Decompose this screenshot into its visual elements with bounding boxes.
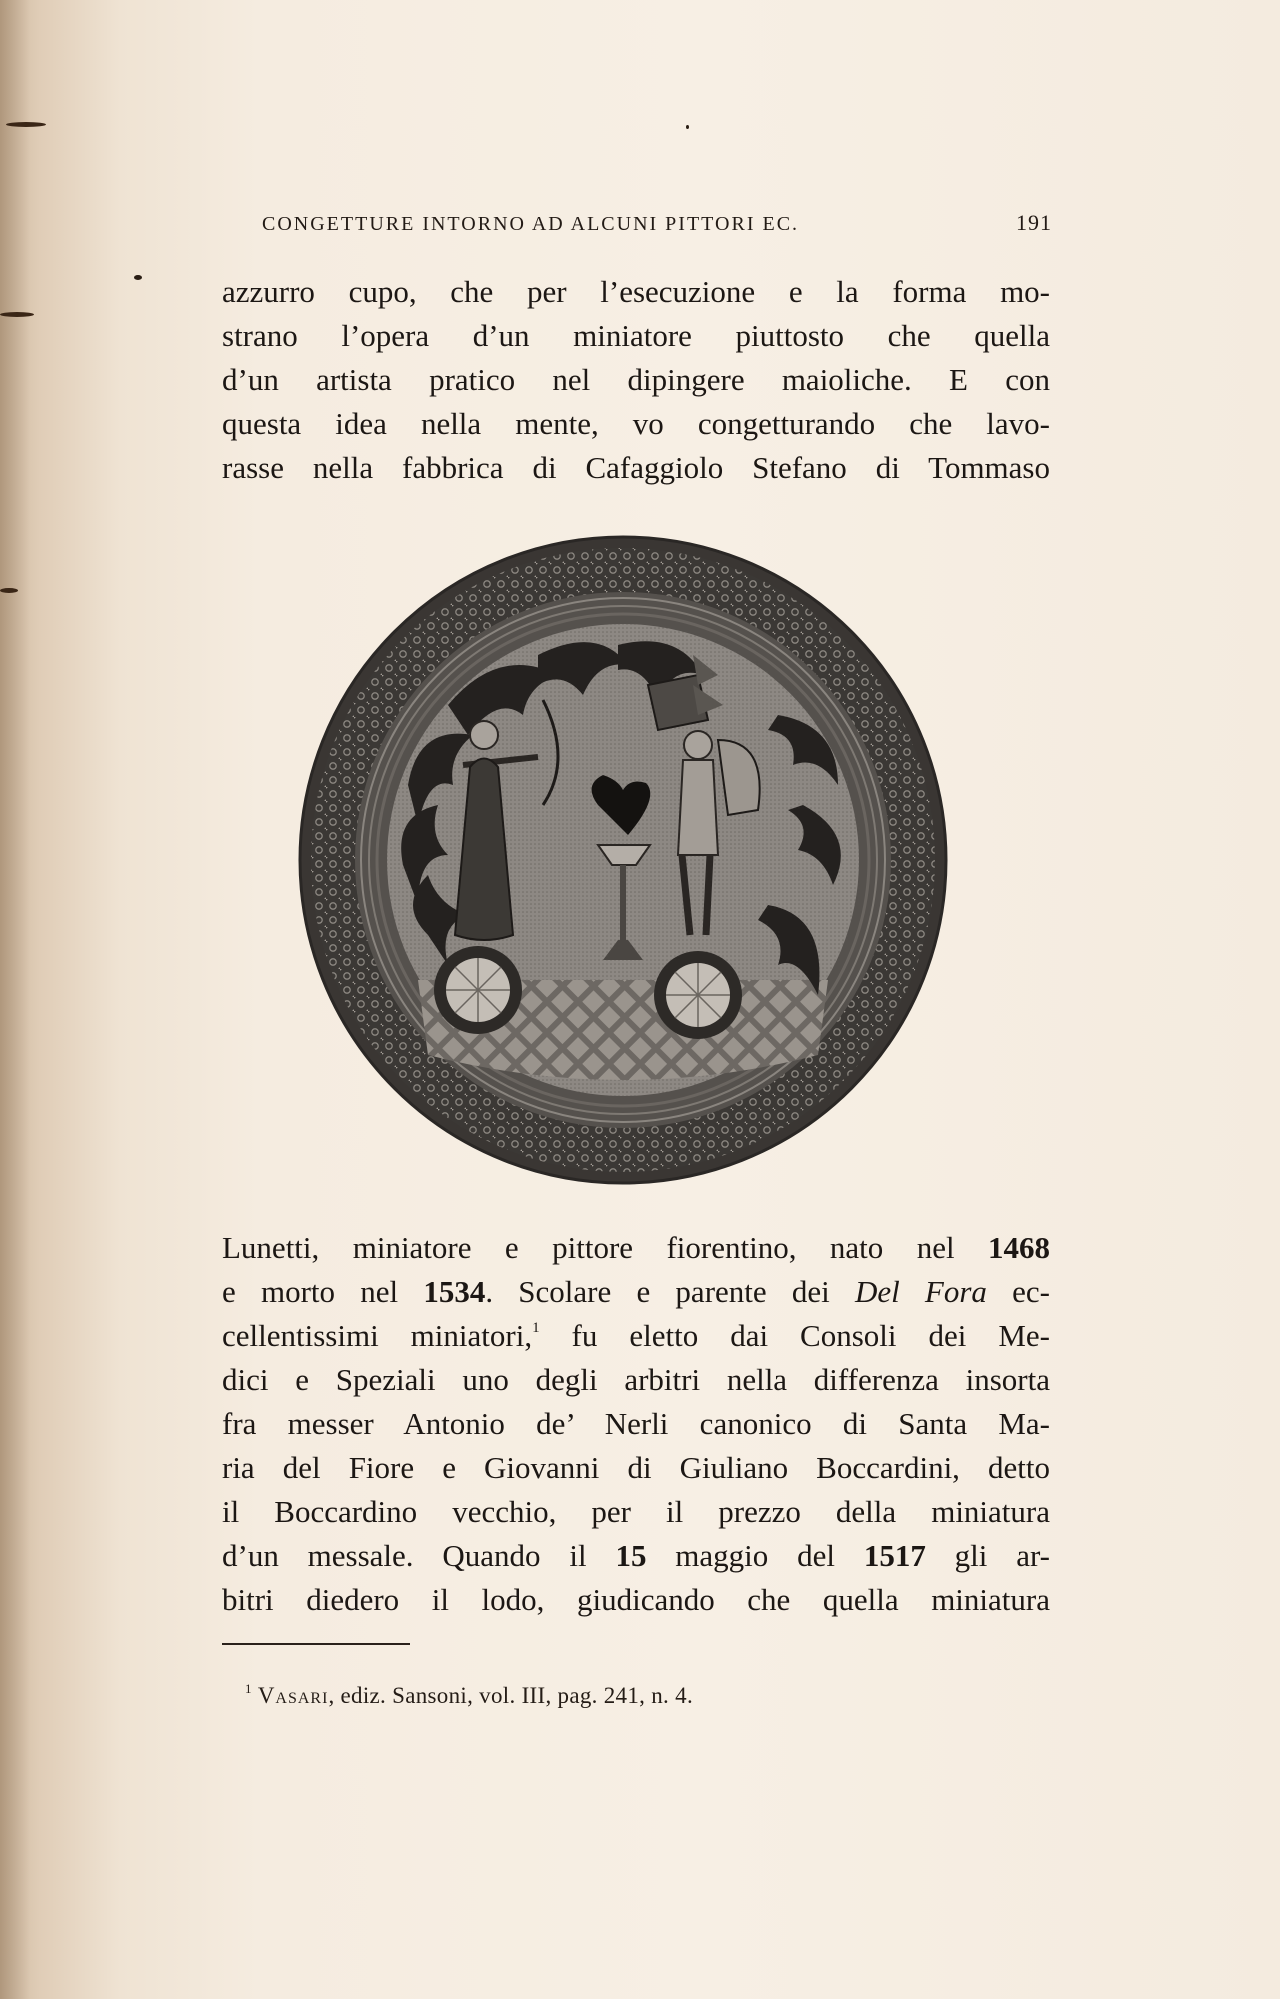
text-line — [222, 1534, 1050, 1578]
text-span: gli ar- — [925, 1538, 1051, 1573]
paper-speck — [686, 125, 689, 129]
text-line: fra messer Antonio de’ Nerli canonico di Santa Ma- — [222, 1406, 1050, 1441]
text-span: cellentissimi miniatori, — [222, 1318, 533, 1353]
page-number: 191 — [1016, 210, 1052, 235]
text-line — [222, 1226, 1050, 1270]
text-span: . Scolare e parente dei — [485, 1274, 855, 1309]
text-line: bitri diedero il lodo, giudicando che quella miniatura — [222, 1582, 1050, 1617]
text-line: strano l’opera d’un miniatore piuttosto che quella — [222, 318, 1050, 353]
text-line — [222, 1270, 1050, 1314]
year-1468: 1468 — [988, 1230, 1050, 1265]
paper-speck — [134, 275, 142, 280]
text-line: dici e Speziali uno degli arbitri nella differenza insorta — [222, 1362, 1050, 1397]
text-span: e morto nel — [222, 1274, 424, 1309]
text-line: azzurro cupo, che per l’esecuzione e la forma mo- — [222, 274, 1050, 309]
text-line: ria del Fiore e Giovanni di Giuliano Boccardini, detto — [222, 1450, 1050, 1485]
italic-name-del-fora: Del Fora — [854, 1274, 987, 1309]
day-15: 15 — [615, 1538, 647, 1573]
page-edge-mark — [6, 122, 46, 127]
text-span: Lunetti, miniatore e pittore fiorentino, nato nel — [222, 1230, 988, 1265]
maiolica-plate-illustration — [298, 535, 948, 1185]
text-span: d’un messale. Quando il — [222, 1538, 616, 1573]
text-line: rasse nella fabbrica di Cafaggiolo Stefano di Tommaso — [222, 450, 1050, 485]
text-line — [222, 1314, 1050, 1358]
running-head-title: CONGETTURE INTORNO AD ALCUNI PITTORI EC. — [262, 213, 800, 235]
plate-icon — [298, 535, 948, 1185]
page-edge-mark — [0, 312, 34, 317]
body-paragraph-bottom — [222, 1226, 1050, 1622]
text-span: ec- — [986, 1274, 1050, 1309]
year-1517: 1517 — [863, 1538, 926, 1573]
text-line: il Boccardino vecchio, per il prezzo della miniatura — [222, 1494, 1050, 1529]
footnote-citation: , ediz. Sansoni, vol. III, pag. 241, n. 4. — [328, 1683, 694, 1708]
page-edge-mark — [0, 588, 18, 593]
footnote-marker: 1 — [245, 1681, 252, 1696]
text-span: fu eletto dai Consoli dei Me- — [539, 1318, 1050, 1353]
text-line: questa idea nella mente, vo congetturando che lavo- — [222, 406, 1050, 441]
text-span: maggio del — [646, 1538, 864, 1573]
footnote-author: Vasari — [257, 1683, 329, 1708]
footnote — [245, 1683, 693, 1709]
body-paragraph-top — [222, 270, 1050, 490]
text-line: d’un artista pratico nel dipingere maioliche. E con — [222, 362, 1050, 397]
book-gutter-shadow — [0, 0, 30, 1999]
running-head — [262, 210, 1052, 236]
footnote-reference: 1 — [532, 1320, 540, 1336]
footnote-divider — [222, 1643, 410, 1645]
year-1534: 1534 — [423, 1274, 486, 1309]
